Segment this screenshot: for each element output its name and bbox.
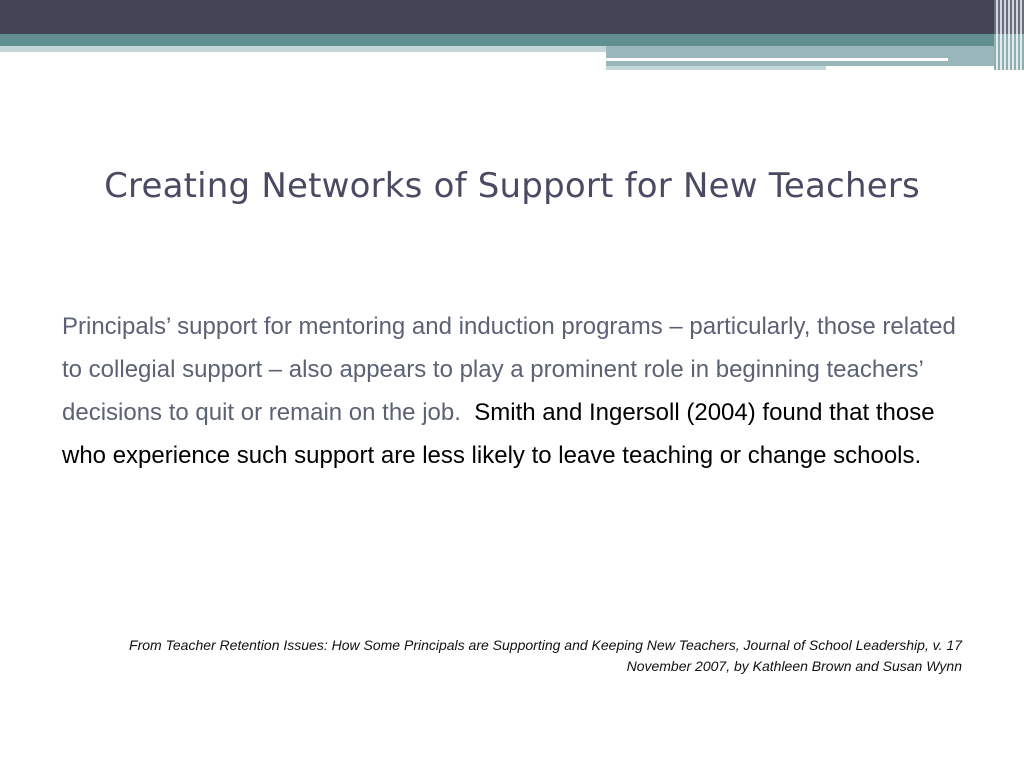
header-band-dark <box>0 0 1024 34</box>
body-text-smith-ingersoll: Smith and Ingersoll (2004) found that those who experience such support are less likely to leave teaching or change schools. <box>62 399 935 469</box>
slide-title: Creating Networks of Support for New Teachers <box>104 166 920 206</box>
body-text-principals: Principals’ support for mentoring and induction programs – particularly, those related to collegial support – also appears to play a prominent role in beginning teachers’ decisions to quit or remain on the job. <box>62 313 956 426</box>
header-band-teal <box>0 34 1024 46</box>
header-band-step <box>606 46 1024 66</box>
header-band-step-low <box>606 66 826 70</box>
citation: From Teacher Retention Issues: How Some Principals are Supporting and Keeping New Teachers, Journal of School Leadership, v. 17 November 2007, by Kathleen Brown and Susan Wynn <box>129 637 962 674</box>
slide-body <box>62 305 962 477</box>
header-band-step-line <box>606 58 948 61</box>
header-stripes-lower <box>994 34 1024 70</box>
